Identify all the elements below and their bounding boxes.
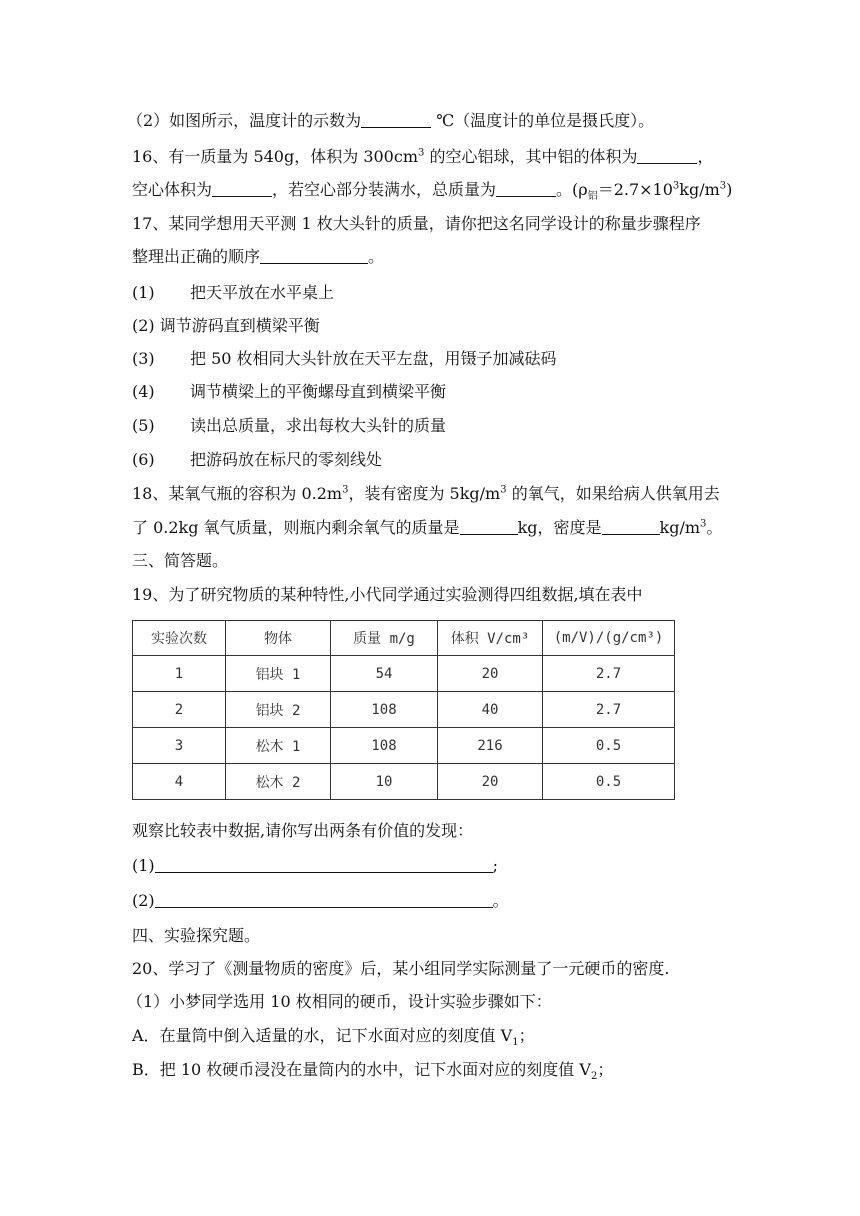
answer-end: ; xyxy=(492,856,499,875)
superscript-3: 3 xyxy=(500,484,507,496)
answer-number: (2) xyxy=(132,891,155,910)
superscript-3: 3 xyxy=(719,180,727,192)
q18-text: 了 0.2kg 氧气质量，则瓶内剩余氧气的质量是 xyxy=(132,518,460,537)
q16-text: 的空心铝球，其中铝的体积为 xyxy=(424,147,638,166)
table-cell: 108 xyxy=(331,692,438,728)
q16-text: 空心体积为 xyxy=(132,180,213,199)
table-cell: 0.5 xyxy=(543,728,675,764)
table-cell: 20 xyxy=(438,656,543,692)
table-cell: 4 xyxy=(133,764,226,800)
table-row xyxy=(133,764,675,800)
table-cell: 40 xyxy=(438,692,543,728)
table-cell: 铝块 2 xyxy=(226,692,331,728)
step-text: B．把 10 枚硬币浸没在量筒内的水中，记下水面对应的刻度值 V xyxy=(132,1060,591,1079)
answer-blank[interactable] xyxy=(602,518,660,535)
table-cell: 108 xyxy=(331,728,438,764)
data-table xyxy=(132,620,675,800)
header-cell: 体积 V/cm³ xyxy=(438,621,543,656)
q16-text: ) xyxy=(726,180,733,199)
table-cell: 2.7 xyxy=(543,656,675,692)
q18-line-2 xyxy=(132,517,722,539)
superscript-3: 3 xyxy=(700,518,707,530)
table-cell: 2 xyxy=(133,692,226,728)
answer-blank[interactable] xyxy=(460,518,518,535)
step-text: A．在量筒中倒入适量的水，记下水面对应的刻度值 V xyxy=(132,1026,513,1045)
q16-text: 。(ρ xyxy=(556,180,588,199)
q17-step-4 xyxy=(132,381,446,403)
subscript: 1 xyxy=(512,1037,519,1049)
q15-part2-line xyxy=(127,110,654,132)
step-number: (2) xyxy=(132,316,155,335)
answer-end: 。 xyxy=(492,891,509,910)
answer-blank[interactable] xyxy=(155,891,493,908)
q17-step-1 xyxy=(132,282,334,304)
q19-observe: 观察比较表中数据,请你写出两条有价值的发现： xyxy=(132,821,474,840)
table-cell: 松木 1 xyxy=(226,728,331,764)
q16-text: 16、有一质量为 540g，体积为 300cm xyxy=(132,147,418,166)
answer-blank[interactable] xyxy=(496,180,556,197)
q18-text: 18、某氧气瓶的容积为 0.2m xyxy=(132,484,343,503)
answer-blank[interactable] xyxy=(212,180,272,197)
step-text: 把天平放在水平桌上 xyxy=(190,283,335,302)
q20-step-a xyxy=(132,1025,535,1047)
section-4-heading: 四、实验探究题。 xyxy=(132,926,261,945)
superscript-3: 3 xyxy=(418,147,425,159)
q15-part2-prefix: （2）如图所示，温度计的示数为 xyxy=(127,111,362,130)
q18-line-1 xyxy=(132,483,720,505)
header-cell: (m/V)/(g/cm³) xyxy=(543,621,675,656)
step-number: (3) xyxy=(132,349,155,368)
q20-line-2: （1）小梦同学选用 10 枚相同的硬币，设计实验步骤如下： xyxy=(127,992,552,1011)
answer-blank[interactable] xyxy=(155,856,493,873)
header-cell: 实验次数 xyxy=(133,621,226,656)
table-row xyxy=(133,692,675,728)
q16-text: ，若空心部分装满水，总质量为 xyxy=(272,180,497,199)
table-cell: 2.7 xyxy=(543,692,675,728)
header-cell: 质量 m/g xyxy=(331,621,438,656)
q16-line-1 xyxy=(132,146,713,168)
q18-text: ，装有密度为 5kg/m xyxy=(348,484,501,503)
section-3-heading: 三、简答题。 xyxy=(132,551,229,570)
step-text: 把 50 枚相同大头针放在天平左盘，用镊子加减砝码 xyxy=(190,349,557,368)
table-cell: 铝块 1 xyxy=(226,656,331,692)
q20-step-b xyxy=(132,1059,613,1081)
q16-text: ， xyxy=(697,147,714,166)
table-cell: 1 xyxy=(133,656,226,692)
q17-line-1: 17、某同学想用天平测 1 枚大头针的质量，请你把这名同学设计的称量步骤程序 xyxy=(132,214,701,233)
table-header-row xyxy=(133,621,675,656)
table-cell: 3 xyxy=(133,728,226,764)
table-cell: 20 xyxy=(438,764,543,800)
answer-blank[interactable] xyxy=(361,111,431,128)
step-number: (5) xyxy=(132,416,155,435)
table-cell: 54 xyxy=(331,656,438,692)
step-text: ； xyxy=(518,1026,535,1045)
step-text: 读出总质量，求出每枚大头针的质量 xyxy=(190,416,447,435)
table-row xyxy=(133,656,675,692)
table-cell: 松木 2 xyxy=(226,764,331,800)
answer-blank[interactable] xyxy=(260,247,368,264)
superscript-3: 3 xyxy=(342,484,349,496)
q18-text: kg，密度是 xyxy=(517,518,602,537)
q20-line-1: 20、学习了《测量物质的密度》后，某小组同学实际测量了一元硬币的密度. xyxy=(132,959,670,978)
step-text: 调节游码直到横梁平衡 xyxy=(159,316,320,335)
q16-text: ＝2.7×10 xyxy=(597,180,673,199)
table-row xyxy=(133,728,675,764)
q19-intro: 19、为了研究物质的某种特性,小代同学通过实验测得四组数据,填在表中 xyxy=(132,585,643,604)
answer-number: (1) xyxy=(132,856,155,875)
step-number: (6) xyxy=(132,450,155,469)
q18-text: kg/m xyxy=(659,518,701,537)
step-text: ； xyxy=(597,1060,614,1079)
q17-step-6 xyxy=(132,449,382,471)
table-cell: 10 xyxy=(331,764,438,800)
q16-text: kg/m xyxy=(679,180,720,199)
q17-step-3 xyxy=(132,348,557,370)
table-cell: 0.5 xyxy=(543,764,675,800)
subscript: 2 xyxy=(590,1071,598,1083)
q15-part2-suffix: ℃（温度计的单位是摄氏度）。 xyxy=(436,111,655,130)
q18-text: 的氧气，如果给病人供氧用去 xyxy=(506,484,720,503)
q17-text: 。 xyxy=(368,247,385,266)
q17-step-2 xyxy=(132,315,320,337)
q18-text: 。 xyxy=(706,518,723,537)
header-cell: 物体 xyxy=(226,621,331,656)
step-text: 调节横梁上的平衡螺母直到横梁平衡 xyxy=(190,382,447,401)
q17-line-2 xyxy=(132,246,384,268)
subscript-aluminum: 铝 xyxy=(587,191,598,203)
q17-step-5 xyxy=(132,415,446,437)
step-number: (1) xyxy=(132,283,155,302)
answer-blank[interactable] xyxy=(637,147,697,164)
q17-text: 整理出正确的顺序 xyxy=(132,247,261,266)
q19-answer-2 xyxy=(132,890,509,912)
step-number: (4) xyxy=(132,382,155,401)
q16-line-2 xyxy=(132,179,732,201)
superscript-3: 3 xyxy=(672,180,680,192)
step-text: 把游码放在标尺的零刻线处 xyxy=(190,450,383,469)
q19-answer-1 xyxy=(132,855,498,877)
table-cell: 216 xyxy=(438,728,543,764)
